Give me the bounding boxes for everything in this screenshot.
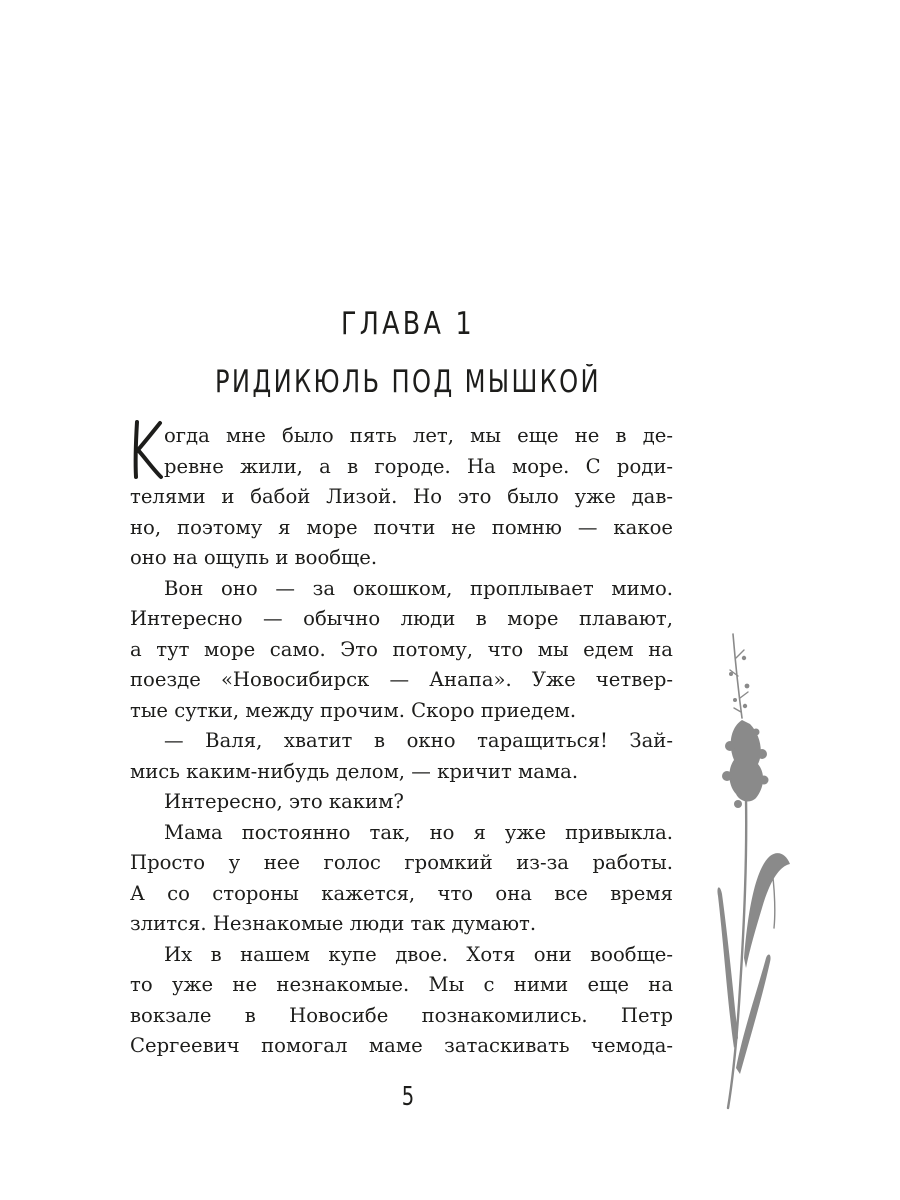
text-line: а тут море само. Это потому, что мы едем на [130, 637, 673, 661]
text-line: оно на ощупь и вообще. [130, 546, 378, 569]
text-line: Сергеевич помогал маме затаскивать чемода- [130, 1034, 673, 1057]
text-line: Просто у нее голос громкий из-за работы. [130, 851, 673, 874]
text-line: телями и бабой Лизой. Но это было уже дав- [130, 485, 673, 508]
text-line: огда мне было пять лет, мы еще не в де- [164, 424, 673, 447]
text-line: Вон оно — за окошком, проплывает мимо. [164, 576, 673, 600]
chapter-number: ГЛАВА 1 [340, 306, 476, 342]
grass-stem-illustration [700, 628, 820, 1110]
chapter-title: РИДИКЮЛЬ ПОД МЫШКОЙ [215, 364, 601, 400]
text-line: Мама постоянно так, но я уже привыкла. [164, 820, 673, 844]
text-line: поезде «Новосибирск — Анапа». Уже четвер- [130, 668, 673, 691]
text-line: злится. Незнакомые люди так думают. [130, 912, 537, 935]
text-line: — Валя, хватит в окно таращиться! Зай- [164, 729, 673, 752]
page-number: 5 [401, 1082, 415, 1112]
text-line: Интересно, это каким? [164, 790, 404, 813]
text-line: то уже не незнакомые. Мы с ними еще на [130, 973, 673, 996]
text-line: Их в нашем купе двое. Хотя они вообще- [164, 942, 673, 966]
text-line: Интересно — обычно люди в море плавают, [130, 607, 673, 630]
drop-cap-letter [130, 419, 164, 481]
text-line: вокзале в Новосибе познакомились. Петр [130, 1003, 673, 1027]
text-line: тые сутки, между прочим. Скоро приедем. [130, 698, 577, 722]
text-line: ревне жили, а в городе. На море. С роди- [164, 454, 673, 478]
text-line: но, поэтому я море почти не помню — какое [130, 515, 673, 539]
text-line: А со стороны кажется, что она все время [130, 881, 673, 905]
text-line: мись каким-нибудь делом, — кричит мама. [130, 759, 579, 783]
chapter-text [130, 421, 673, 1062]
